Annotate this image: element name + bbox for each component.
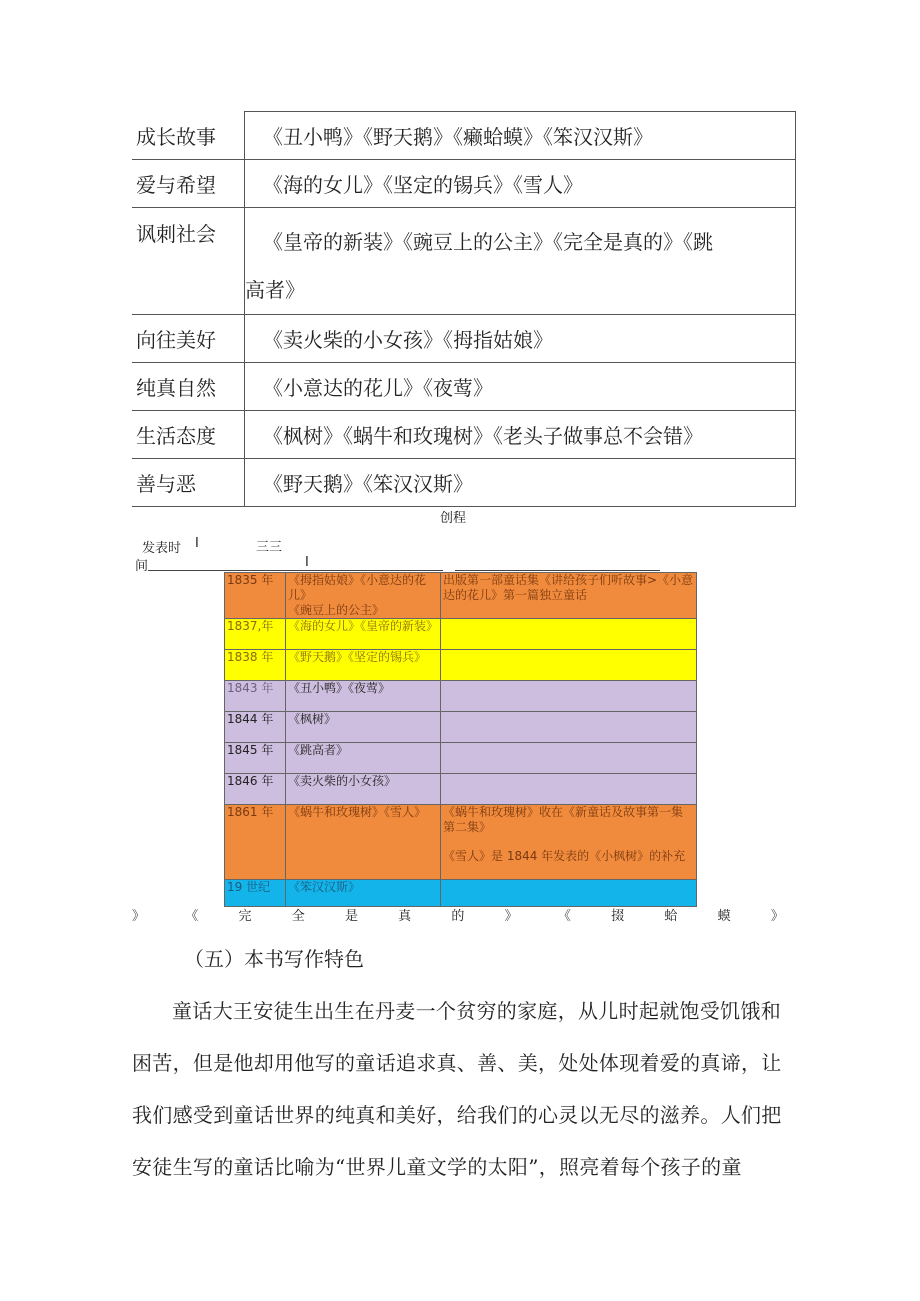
timeline-year: 1846 年 — [225, 774, 286, 805]
timeline-year: 1844 年 — [225, 712, 286, 743]
timeline-note — [441, 774, 697, 805]
theme-works-line2: 高者》 — [245, 278, 305, 302]
header-rule — [455, 570, 660, 571]
spaced-char: 《 — [557, 909, 571, 924]
spaced-char: 掇 — [611, 909, 625, 924]
theme-row — [132, 208, 796, 315]
theme-category: 生活态度 — [132, 411, 245, 459]
spaced-char: 《 — [185, 909, 199, 924]
timeline-note — [441, 805, 697, 880]
timeline-note — [441, 650, 697, 681]
spaced-char: 的 — [451, 909, 465, 924]
timeline-note: 出版第一部童话集《讲给孩子们听故事>《小意达的花儿》第一篇独立童话 — [441, 573, 697, 619]
theme-category: 爱与希望 — [132, 160, 245, 208]
theme-works-line1: 《皇帝的新装》《豌豆上的公主》《完全是真的》《跳 — [263, 230, 713, 254]
timeline-note — [441, 619, 697, 650]
timeline-year: 1835 年 — [225, 573, 286, 619]
spaced-char: 》 — [132, 909, 146, 924]
spaced-char: 完 — [238, 909, 252, 924]
theme-row — [132, 363, 796, 411]
timeline-label: 发表时 — [142, 541, 182, 556]
timeline-works-b: 《豌豆上的公主》 — [288, 603, 385, 617]
timeline-row — [225, 681, 697, 712]
theme-works: 《丑小鸭》《野天鹅》《癞蛤蟆》《笨汉汉斯》 — [245, 112, 796, 160]
timeline-table — [224, 572, 697, 907]
spaced-char: 全 — [291, 909, 305, 924]
spaced-char: 》 — [770, 909, 784, 924]
theme-table — [132, 111, 796, 507]
timeline-caption: 创程 — [440, 511, 467, 526]
timeline-row — [225, 650, 697, 681]
theme-category: 成长故事 — [132, 112, 245, 160]
timeline-works — [286, 573, 441, 619]
theme-category: 讽刺社会 — [132, 208, 245, 315]
theme-row — [132, 459, 796, 507]
spaced-char: 蟆 — [717, 909, 731, 924]
timeline-note — [441, 743, 697, 774]
theme-works: 《小意达的花儿》《夜莺》 — [245, 363, 796, 411]
timeline-note — [441, 880, 697, 907]
section-title: （五）本书写作特色 — [184, 947, 364, 971]
timeline-label-2: 间 — [135, 559, 149, 574]
timeline-works-a: 《拇指姑娘》《小意达的花儿》 — [288, 573, 427, 602]
timeline-works: 《卖火柴的小女孩》 — [286, 774, 441, 805]
theme-row — [132, 315, 796, 363]
theme-category: 向往美好 — [132, 315, 245, 363]
timeline-row — [225, 774, 697, 805]
theme-row — [132, 112, 796, 160]
timeline-row — [225, 619, 697, 650]
timeline-note — [441, 681, 697, 712]
timeline-note — [441, 712, 697, 743]
timeline-works: 《笨汉汉斯》 — [286, 880, 441, 907]
timeline-note-a: 《蜗牛和玫瑰树》收在《新童话及故事第一集第二集》 — [443, 805, 684, 834]
theme-works: 《枫树》《蜗牛和玫瑰树》《老头子做事总不会错》 — [245, 411, 796, 459]
timeline-works: 《蜗牛和玫瑰树》《雪人》 — [286, 805, 441, 880]
timeline-works: 《枫树》 — [286, 712, 441, 743]
body-paragraph: 童话大王安徒生出生在丹麦一个贫穷的家庭，从儿时起就饱受饥饿和困苦，但是他却用他写的童话追求真、善、美，处处体现着爱的真谛，让我们感受到童话世界的纯真和美好，给我们的心灵以无尽的滋养。人们把安徒生写的童话比喻为“世界儿童文学的太阳”，照亮着每个孩子的童 — [132, 999, 782, 1179]
timeline-note-b: 《雪人》是 1844 年发表的《小枫树》的补充 — [443, 849, 686, 863]
theme-works: 《卖火柴的小女孩》《拇指姑娘》 — [245, 315, 796, 363]
timeline-mark: 三三 — [256, 540, 283, 555]
timeline-works: 《跳高者》 — [286, 743, 441, 774]
timeline-year: 1845 年 — [225, 743, 286, 774]
spaced-char: 真 — [398, 909, 412, 924]
theme-row — [132, 160, 796, 208]
timeline-works: 《丑小鸭》《夜莺》 — [286, 681, 441, 712]
theme-category: 善与恶 — [132, 459, 245, 507]
header-rule — [148, 570, 443, 571]
theme-works: 《野天鹅》《笨汉汉斯》 — [245, 459, 796, 507]
spaced-char: 是 — [344, 909, 358, 924]
timeline-year: 1838 年 — [225, 650, 286, 681]
timeline-works: 《海的女儿》《皇帝的新装》 — [286, 619, 441, 650]
theme-category: 纯真自然 — [132, 363, 245, 411]
timeline-year: 1837,年 — [225, 619, 286, 650]
theme-works: 《海的女儿》《坚定的锡兵》《雪人》 — [245, 160, 796, 208]
theme-row — [132, 411, 796, 459]
timeline-year: 1861 年 — [225, 805, 286, 880]
spaced-char: 蛤 — [664, 909, 678, 924]
theme-works — [245, 208, 796, 315]
timeline-row — [225, 712, 697, 743]
timeline-works: 《野天鹅》《坚定的锡兵》 — [286, 650, 441, 681]
timeline-row — [225, 805, 697, 880]
timeline-mark-bar: I — [305, 555, 309, 570]
spaced-title-line — [132, 905, 784, 924]
timeline-year: 1843 年 — [225, 681, 286, 712]
timeline-row — [225, 743, 697, 774]
timeline-year: 19 世纪 — [225, 880, 286, 907]
timeline-label-bar: I — [195, 536, 199, 551]
timeline-row — [225, 880, 697, 907]
timeline-row — [225, 573, 697, 619]
spaced-char: 》 — [504, 909, 518, 924]
